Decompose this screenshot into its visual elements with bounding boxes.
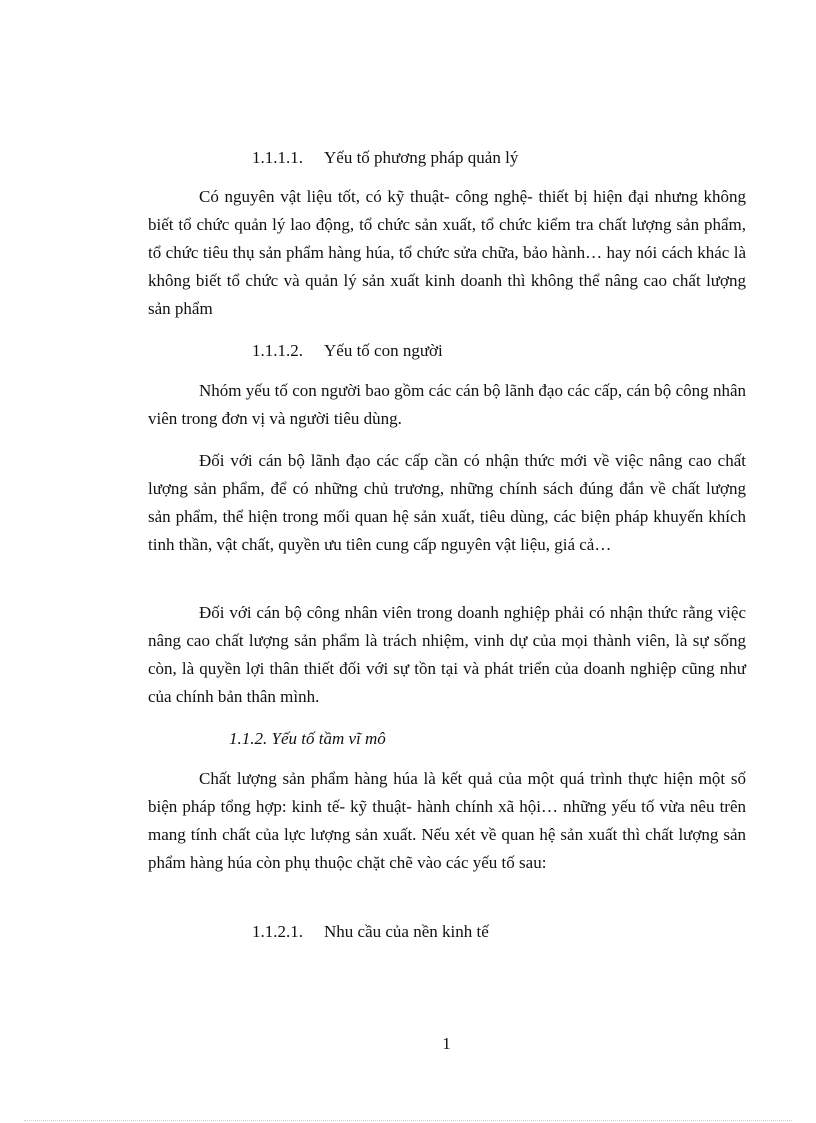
section-number: 1.1.1.2. bbox=[252, 341, 303, 360]
section-heading bbox=[252, 922, 489, 942]
paragraph: Đối với cán bộ công nhân viên trong doanh nghiệp phải có nhận thức rằng việc nâng cao chất lượng sản phẩm là trách nhiệm, vinh dự của mọi thành viên, là sự sống còn, là quyền lợi thân thiết đối với sự tồn tại và phát triển của doanh nghiệp cũng như của chính bản thân mình. bbox=[148, 603, 746, 706]
page-number: 1 bbox=[442, 1034, 451, 1053]
paragraph: Nhóm yếu tố con người bao gồm các cán bộ lãnh đạo các cấp, cán bộ công nhân viên trong đơn vị và người tiêu dùng. bbox=[148, 381, 746, 428]
paragraph: Có nguyên vật liệu tốt, có kỹ thuật- công nghệ- thiết bị hiện đại nhưng không biết tổ chức quản lý lao động, tổ chức sản xuất, tổ chức kiểm tra chất lượng sản phẩm, tổ chức tiêu thụ sản phẩm hàng húa, tổ chức sửa chữa, bảo hành… hay nói cách khác là không biết tổ chức và quản lý sản xuất kinh doanh thì không thể nâng cao chất lượng sản phẩm bbox=[148, 187, 746, 318]
section-heading bbox=[252, 148, 518, 168]
section-number: 1.1.2.1. bbox=[252, 922, 303, 941]
page-border bbox=[24, 1120, 792, 1121]
subsection-heading: 1.1.2. Yếu tố tầm vĩ mô bbox=[229, 729, 386, 748]
paragraph: Đối với cán bộ lãnh đạo các cấp cần có nhận thức mới về việc nâng cao chất lượng sản phẩm, để có những chủ trương, những chính sách đúng đắn về chất lượng sản phẩm, thể hiện trong mối quan hệ sản xuất, tiêu dùng, các biện pháp khuyến khích tinh thần, vật chất, quyền ưu tiên cung cấp nguyên vật liệu, giá cả… bbox=[148, 451, 746, 554]
paragraph: Chất lượng sản phẩm hàng húa là kết quả của một quá trình thực hiện một số biện pháp tổng hợp: kinh tế- kỹ thuật- hành chính xã hội… những yếu tố vừa nêu trên mang tính chất của lực lượng sản xuất. Nếu xét về quan hệ sản xuất thì chất lượng sản phẩm hàng húa còn phụ thuộc chặt chẽ vào các yếu tố sau: bbox=[148, 769, 746, 872]
section-title: Nhu cầu của nền kinh tế bbox=[324, 922, 489, 941]
section-number: 1.1.1.1. bbox=[252, 148, 303, 167]
section-title: Yếu tố con người bbox=[324, 341, 443, 360]
section-heading bbox=[252, 341, 443, 361]
section-title: Yếu tố phương pháp quản lý bbox=[324, 148, 519, 167]
